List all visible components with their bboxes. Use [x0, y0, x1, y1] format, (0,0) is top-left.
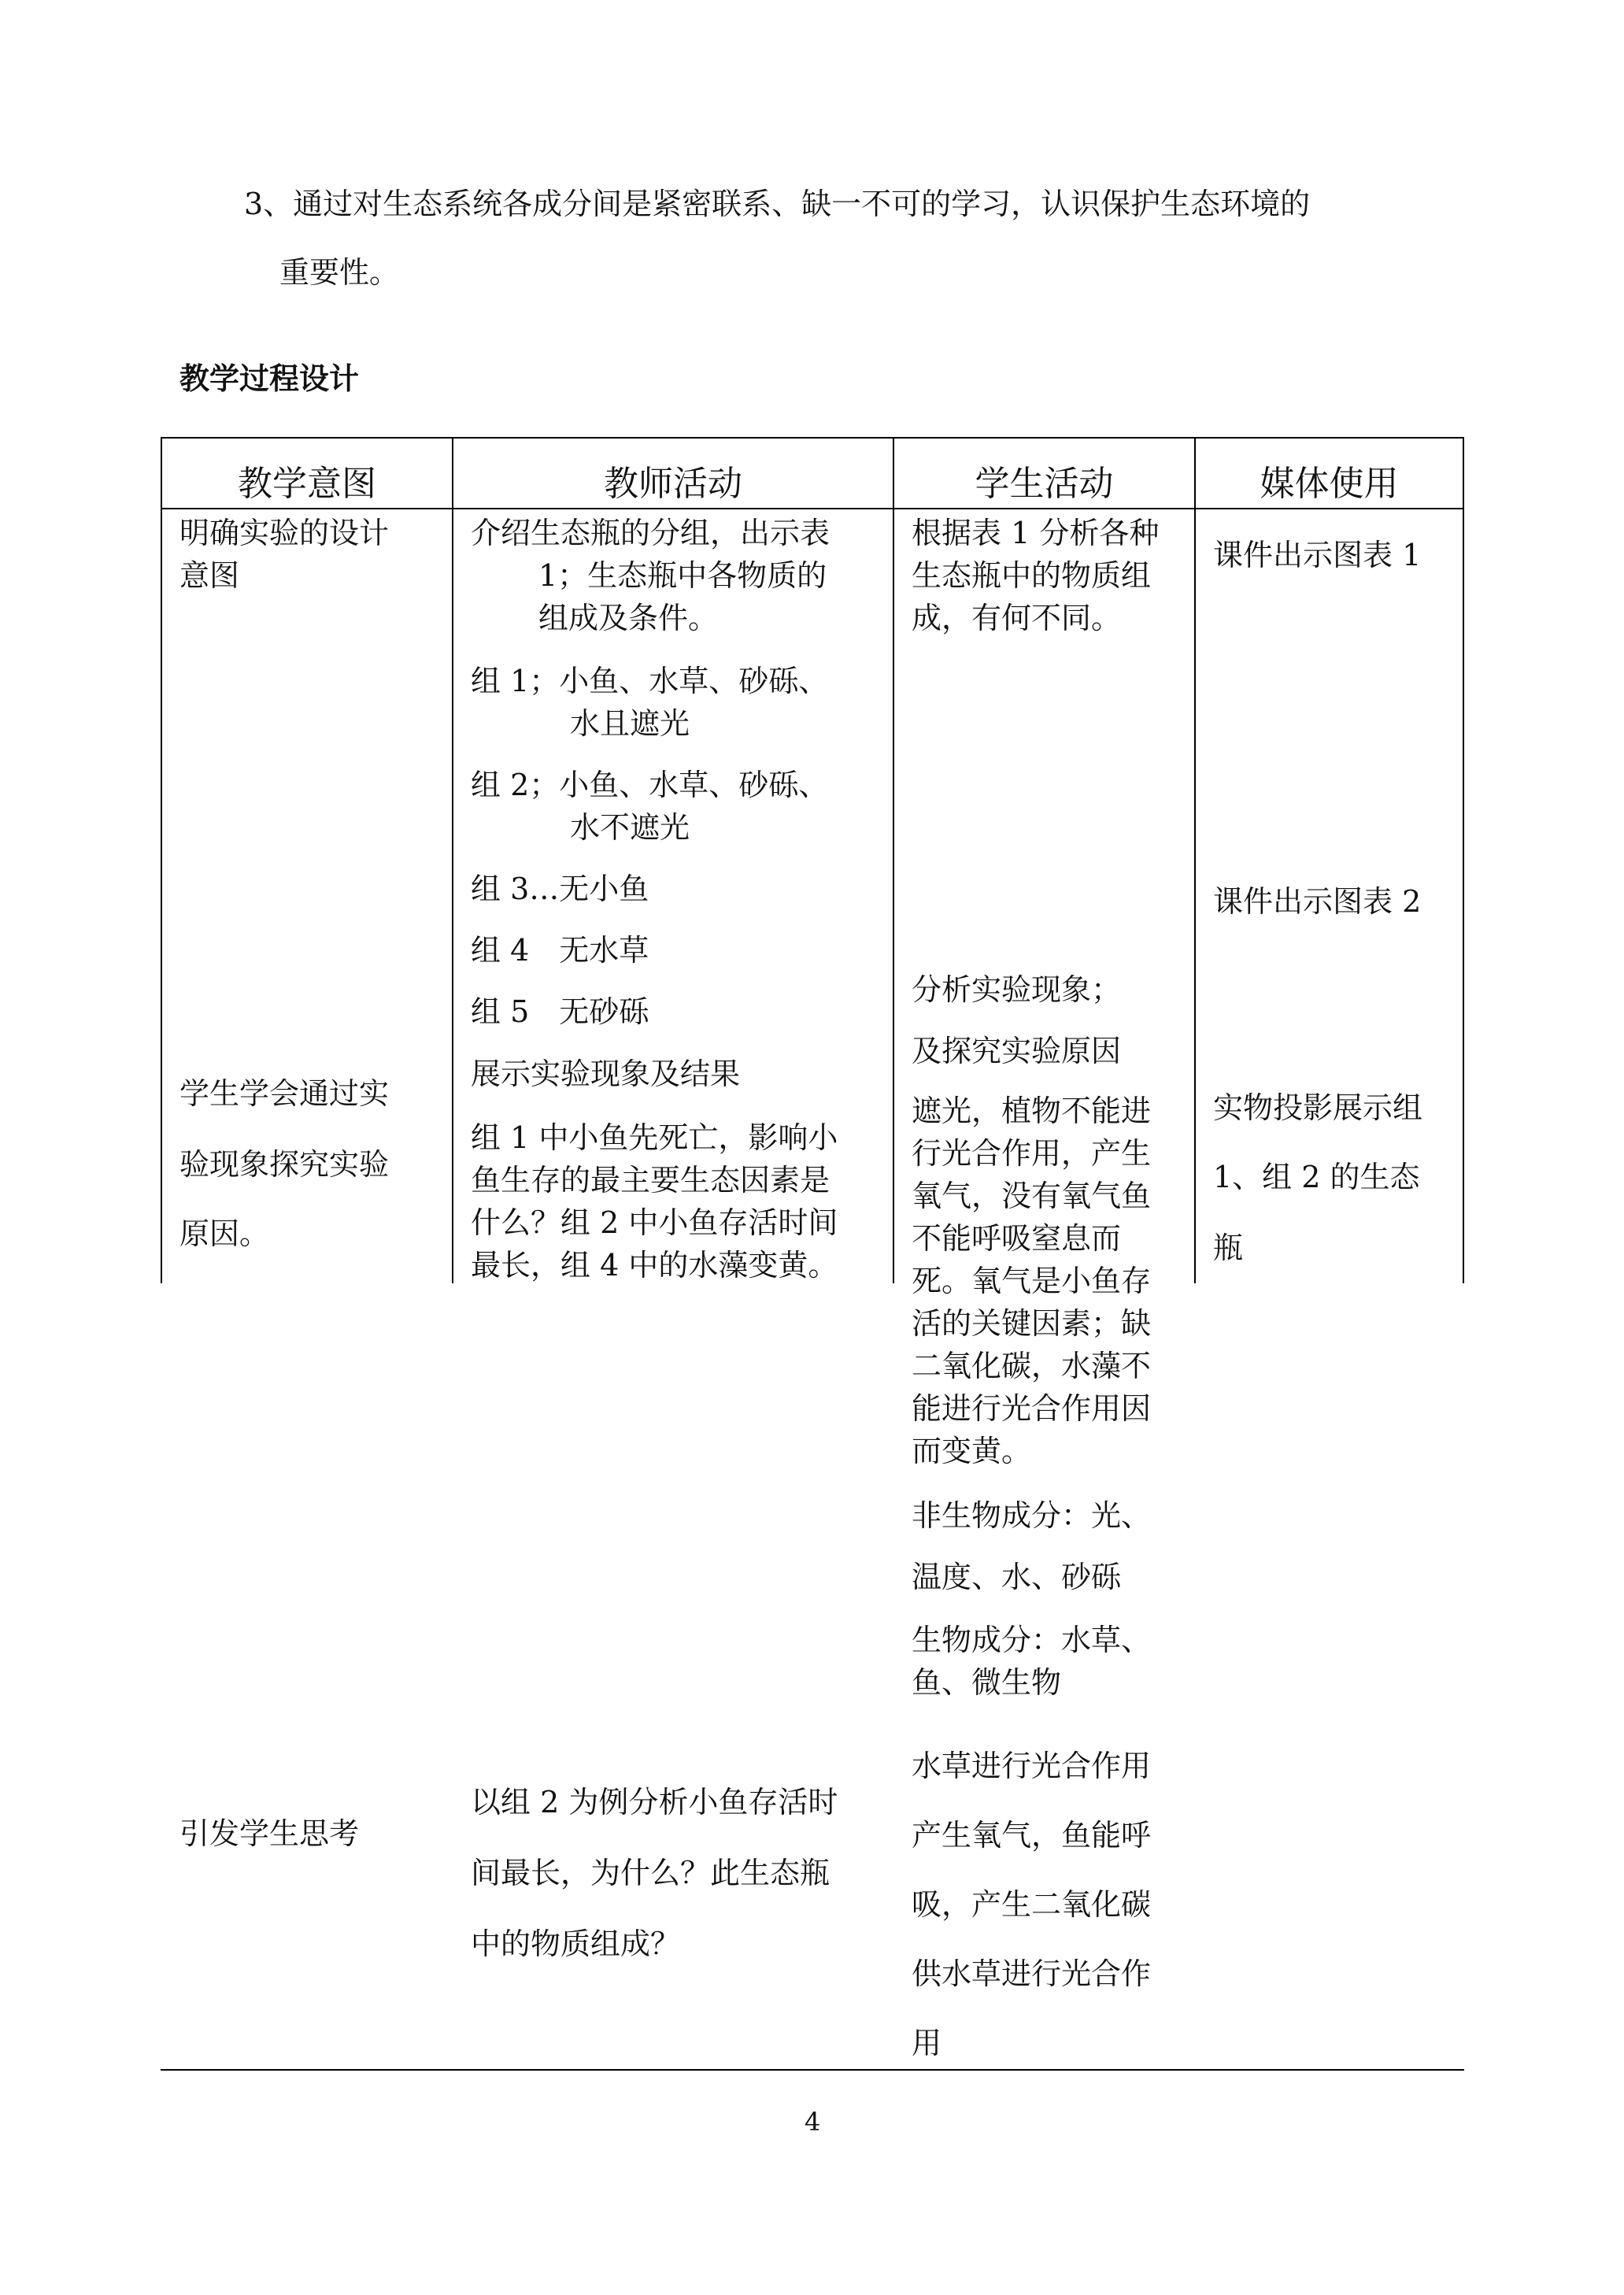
media-cell-line: 1、组 2 的生态 — [1213, 1160, 1420, 1194]
intent-cell-line: 明确实验的设计 — [179, 516, 390, 550]
header-student-activity: 学生活动 — [975, 464, 1114, 504]
student-cell-line: 活的关键因素；缺 — [912, 1306, 1152, 1341]
media-cell-line: 瓶 — [1213, 1231, 1244, 1265]
student-cell-line: 不能呼吸窒息而 — [912, 1221, 1122, 1256]
student-cell-line: 根据表 1 分析各种 — [912, 516, 1160, 550]
teacher-cell-line: 最长，组 4 中的水藻变黄。 — [471, 1248, 838, 1283]
teacher-cell-line: 组 4 无水草 — [471, 933, 649, 968]
page-number: 4 — [805, 2107, 821, 2137]
intent-cell-line: 意图 — [179, 558, 240, 593]
student-cell-line: 成，有何不同。 — [912, 601, 1122, 635]
student-cell-line: 温度、水、砂砾 — [912, 1560, 1122, 1594]
teacher-cell-line: 组 3…无小鱼 — [471, 872, 649, 906]
student-cell-line: 生态瓶中的物质组 — [912, 558, 1152, 593]
teacher-cell-line: 组 2；小鱼、水草、砂砾、 — [471, 768, 829, 802]
teacher-cell-line: 以组 2 为例分析小鱼存活时 — [471, 1785, 838, 1819]
header-teacher-activity: 教师活动 — [604, 464, 742, 504]
student-cell-line: 而变黄。 — [912, 1434, 1032, 1468]
student-cell-line: 氧气，没有氧气鱼 — [912, 1179, 1152, 1213]
intent-cell-line: 原因。 — [179, 1216, 270, 1251]
student-cell-line: 吸，产生二氧化碳 — [912, 1887, 1152, 1922]
student-cell-line: 二氧化碳，水藻不 — [912, 1349, 1152, 1383]
media-cell-line: 课件出示图表 2 — [1213, 884, 1422, 919]
media-cell-line: 课件出示图表 1 — [1213, 538, 1422, 572]
student-cell-line: 分析实验现象； — [912, 972, 1122, 1007]
teacher-cell-line: 组 5 无砂砾 — [471, 994, 649, 1029]
student-cell-line: 产生氧气，鱼能呼 — [912, 1818, 1152, 1853]
teacher-cell-line: 间最长，为什么？此生态瓶 — [471, 1856, 830, 1890]
intro-line-1: 3、通过对生态系统各成分间是紧密联系、缺一不可的学习，认识保护生态环境的 — [244, 187, 1311, 221]
teacher-cell-line: 组成及条件。 — [538, 601, 719, 635]
student-cell-line: 水草进行光合作用 — [912, 1749, 1152, 1783]
teacher-cell-line: 1；生态瓶中各物质的 — [538, 558, 827, 593]
intent-cell-line: 验现象探究实验 — [179, 1147, 390, 1182]
teacher-cell-line: 组 1；小鱼、水草、砂砾、 — [471, 664, 829, 698]
teacher-cell-line: 什么？组 2 中小鱼存活时间 — [471, 1205, 838, 1240]
student-cell-line: 用 — [912, 2026, 942, 2060]
intent-cell-line: 学生学会通过实 — [179, 1076, 390, 1111]
teacher-cell-line: 水不遮光 — [570, 810, 690, 845]
header-teaching-intent: 教学意图 — [238, 464, 376, 504]
student-cell-line: 及探究实验原因 — [912, 1034, 1122, 1068]
student-cell-line: 供水草进行光合作 — [912, 1956, 1152, 1991]
student-cell-line: 能进行光合作用因 — [912, 1391, 1152, 1426]
student-cell-line: 鱼、微生物 — [912, 1665, 1062, 1700]
section-title: 教学过程设计 — [179, 361, 360, 396]
teacher-cell-line: 展示实验现象及结果 — [471, 1057, 741, 1091]
intro-line-2: 重要性。 — [279, 255, 400, 290]
intent-cell-line: 引发学生思考 — [179, 1816, 360, 1851]
student-cell-line: 非生物成分：光、 — [912, 1498, 1152, 1533]
student-cell-line: 死。氧气是小鱼存 — [912, 1264, 1152, 1298]
student-cell-line: 生物成分：水草、 — [912, 1623, 1152, 1657]
student-cell-line: 遮光，植物不能进 — [912, 1094, 1152, 1128]
teacher-cell-line: 水且遮光 — [570, 706, 690, 741]
teacher-cell-line: 组 1 中小鱼先死亡，影响小 — [471, 1120, 838, 1155]
media-cell-line: 实物投影展示组 — [1213, 1090, 1423, 1125]
teacher-cell-line: 介绍生态瓶的分组，出示表 — [471, 516, 830, 550]
header-media-use: 媒体使用 — [1260, 464, 1399, 504]
teacher-cell-line: 中的物质组成？ — [471, 1927, 681, 1961]
teacher-cell-line: 鱼生存的最主要生态因素是 — [471, 1163, 830, 1197]
student-cell-line: 行光合作用，产生 — [912, 1136, 1152, 1171]
